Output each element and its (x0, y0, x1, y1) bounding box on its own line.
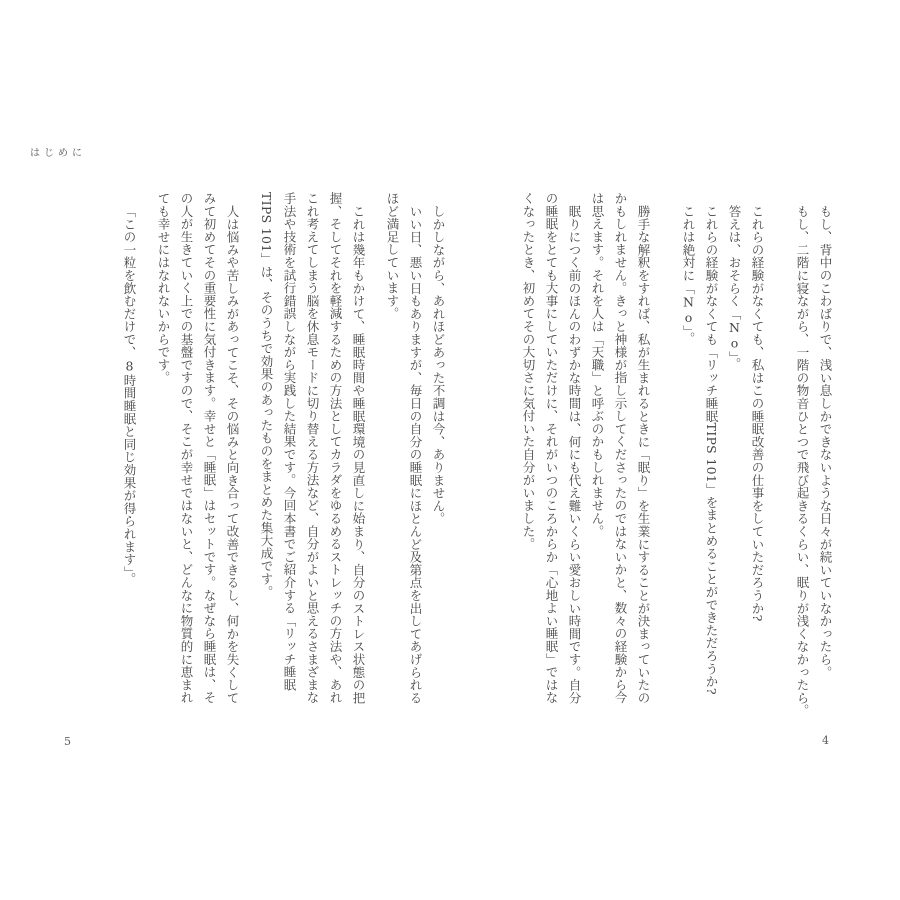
running-head: はじめに (30, 148, 86, 159)
text-column: これ考えてしまう脳を休息モードに切り替える方法など、自分がよいと思えるさまざまな (305, 192, 320, 704)
text-column: いい日、悪い日もありますが、毎日の自分の睡眠にほとんど及第点を出してあげられる (408, 204, 423, 704)
text-column: 人は悩みや苦しみがあってこそ、その悩みと向き合って改善できるし、何かを失くして (225, 204, 240, 704)
paragraph-block (259, 192, 364, 712)
upright-text: No (727, 319, 742, 351)
text-column: みて初めてその重要性に気付きます。幸せと「睡眠」はセットです。なぜなら睡眠は、そ (202, 192, 217, 704)
text-column: 眠りにつく前のほんのわずかな時間は、何にも代え難いくらい愛おしい時間です。自分 (567, 204, 582, 704)
paragraph-block (681, 192, 763, 712)
text-column: 「この一粒を飲むだけで、8時間睡眠と同じ効果が得られます」。 (122, 204, 137, 585)
text-column: TIPS 101」は、そのうちで効果のあったものをまとめた集大成です。 (259, 192, 274, 599)
page-right-text-block (521, 192, 833, 717)
text-column: これは幾年もかけて、睡眠時間や睡眠環境の見直しに始まり、自分のストレス状態の把 (351, 204, 366, 704)
text-column: しかしながら、あれほどあった不調は今、ありません。 (431, 204, 446, 525)
text-column: 手法や技術を試行錯誤しながら実践した結果です。今回本書でご紹介する「リッチ睡眠 (282, 192, 297, 692)
text-column: これらの経験がなくても「リッチ睡眠TIPS 101」をまとめることができただろうか? (704, 204, 719, 695)
text-column: 勝手な解釈をすれば、私が生まれるときに「眠り」を生業にすることが決まっていたの (636, 204, 651, 704)
text-column: 握、そしてそれを軽減するための方法としてカラダをゆるめるストレッチの方法や、あれ (328, 192, 343, 704)
text-column: 答えは、おそらく「No」。 (727, 204, 742, 370)
text-column: もし、背中のこわばりで、浅い息しかできないような日々が続いていなかったら。 (818, 204, 833, 679)
text-column: ても幸せにはなれないからです。 (156, 192, 171, 384)
text-column: これらの経験がなくても、私はこの睡眠改善の仕事をしていただろうか? (750, 204, 765, 622)
page-number-right: 4 (822, 734, 829, 747)
paragraph-block (156, 192, 238, 712)
text-column: これは絶対に「No」。 (681, 204, 696, 345)
text-column: くなったとき、初めてその大切さに気付いた自分がいました。 (521, 192, 536, 551)
text-column: かもしれません。きっと神様が指し示してくださったのではないかと、数々の経験から今 (613, 192, 628, 704)
text-column: もし、二階に寝ながら、一階の物音ひとつで飛び起きるくらい、眠りが浅くなかったら。 (795, 204, 810, 717)
text-column: は思えます。それを人は「天職」と呼ぶのかもしれません。 (590, 192, 605, 538)
paragraph-block (385, 192, 444, 712)
page-left-text-block (122, 192, 444, 712)
paragraph-block (795, 192, 833, 717)
text-column: の人が生きていく上での基盤ですので、そこが幸せではないと、どんなに物質的に恵まれ (179, 192, 194, 704)
paragraph-block (122, 192, 135, 712)
upright-text: No (681, 294, 696, 325)
paragraph-block (521, 192, 649, 712)
text-column: の睡眠をとても大事にしていただけに、それがいつのころからか「心地よい睡眠」ではな (544, 192, 559, 704)
text-column: ほど満足しています。 (385, 192, 400, 320)
upright-text: 8 (122, 358, 137, 374)
page-number-left: 5 (64, 735, 71, 748)
